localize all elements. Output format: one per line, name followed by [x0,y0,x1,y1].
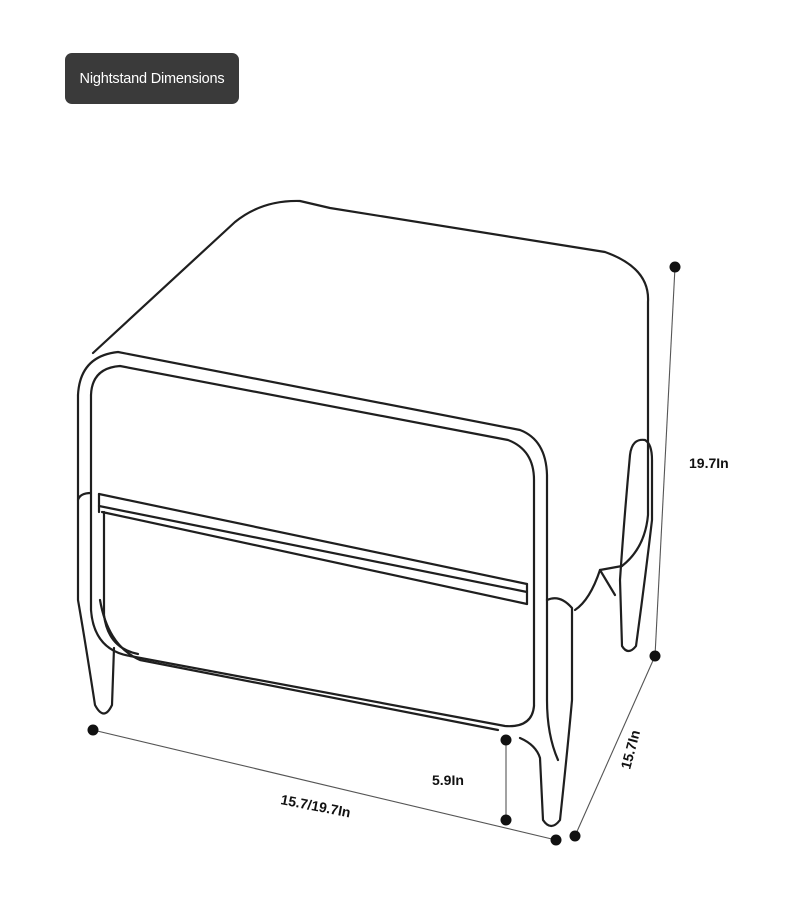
depth-label: 15.7In [617,728,644,771]
height-label: 19.7In [689,455,729,471]
depth-front-point [570,831,581,842]
height-bottom-point [650,651,661,662]
legs [78,440,652,826]
height-top-point [670,262,681,273]
dimension-labels [279,455,728,820]
drawers [99,494,527,654]
width-right-point [551,835,562,846]
height-dimension-line [655,267,675,656]
inner-left-side [91,395,534,726]
leg-height-label: 5.9In [432,772,464,788]
rear-rail [575,570,615,610]
leg-top-point [501,735,512,746]
outer-bottom-frame [100,600,498,730]
width-dimension-line [93,730,556,840]
width-left-point [88,725,99,736]
depth-dimension-line [575,656,655,836]
front-right-leg-inner [547,600,558,760]
upper-drawer-bottom-edge [99,494,527,584]
lower-drawer-top-edge [102,512,527,604]
leg-bottom-point [501,815,512,826]
cabinet-right-edge [600,566,622,570]
outer-front-frame [78,352,547,600]
drawer-divider-top [99,506,527,592]
inner-front-frame [91,366,534,706]
front-left-leg [78,493,114,714]
lower-drawer-front [104,512,138,654]
width-label: 15.7/19.7In [279,791,353,821]
page-title: Nightstand Dimensions [79,70,225,87]
nightstand-body [78,201,648,730]
